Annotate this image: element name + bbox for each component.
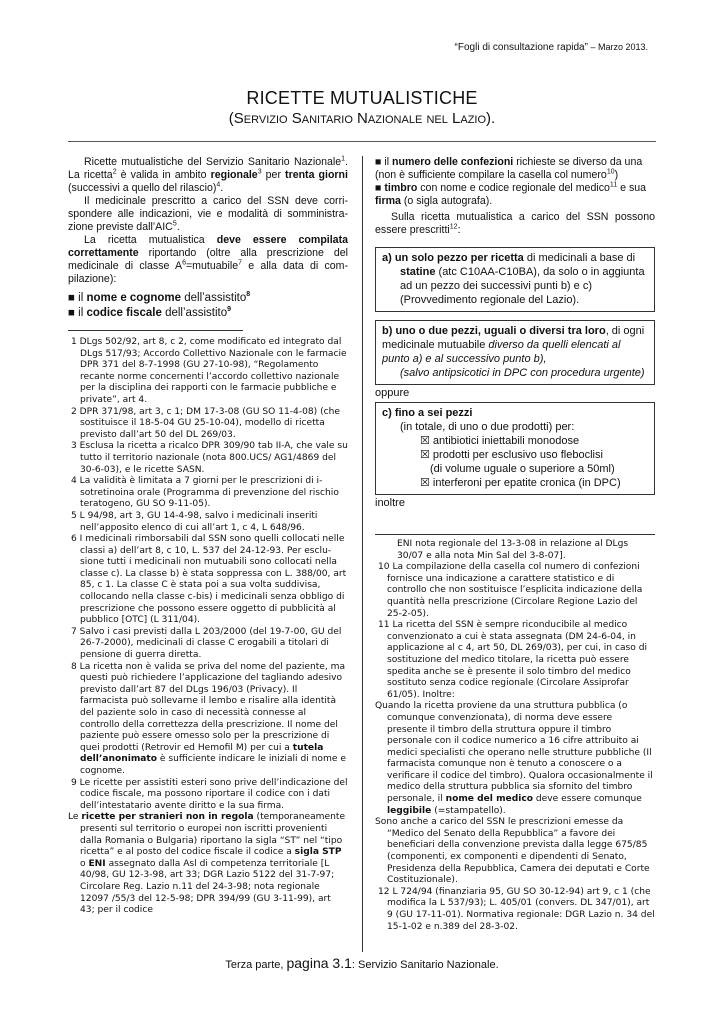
stranieri-note: Le ricette per stranieri non in regola (temporaneamente presenti sul territorio o europei non iscritti provenienti dalla Romania o Bulgaria) riportano la sigla “ST” nel “tipo ricetta” e al posto del codice fiscale il codice a sigla STP o ENI assegnato dalla Asl di competenza territoriale [L 40/98, GU 12-3-98, art 33; DGR Lazio 5122 del 31-7-97; Circolare Reg. Lazio n.11 del 24-3-98; nota regionale 12097 /55/3 del 12-5-98; DPR 394/99 (GU 3-11-99), art 43; per il codice <box>68 812 346 916</box>
footnote-divider-right <box>375 534 655 535</box>
running-header: “Fogli di consultazione rapida” – Marzo 2013. <box>454 42 648 53</box>
compilation-paragraph: La ricetta mutualistica deve essere compilata correttamente riportando (oltre alla prescrizione del medicinale di classe $A^6=mutuabile^7$ e alla data di compilazione): <box>68 234 348 285</box>
bullet-confezioni: ■ il numero delle confezioni richieste se diverso da una (non è sufficiente compilare la casella col numero$^{10}$) <box>375 156 643 181</box>
bullet-timbro: ■ timbro con nome e codice regionale del medico$^{11}$ e sua firma (o sigla autografa). <box>375 181 647 207</box>
bullet-nome: ■ il nome e cognome dell’assistito$^8$ <box>68 291 251 304</box>
footnote-12: 12 L 724/94 (finanziaria 95, GU SO 30-12-94) art 9, c 1 (che modifica la L 537/93); L. 405/01 (convers. DL 347/01), art 9 (GU 17-11-01). Normativa regionale: DGR Lazio n. 34 del 15-1-02 e n.389 del 28-3-02. <box>378 886 655 932</box>
oppure-label: oppure <box>375 387 410 399</box>
footnote-6: 6 I medicinali rimborsabili dal SSN sono quelli collocati nelle classi a) dell’art 8, c 10, L. 537 del 24-12-93. Per esclusione tutti i medicinali non mutuabili sono collocati nella classe c). La classe b) è stata soppressa con L. 388/00, art 85, c 1. La classe C è stata poi a sua volta suddivisa, collocando nella classe c-bis) i medicinali senza obbligo di prescrizione che possono essere oggetto di pubblicità al pubblico [OTC] (L 311/04). <box>71 534 347 626</box>
footnotes-right <box>375 539 655 933</box>
aic-paragraph: Il medicinale prescritto a carico del SSN deve corrispondere alle indicazioni, vie e modalità di somministrazione previste dall’AIC$^5$. <box>68 195 348 233</box>
title-divider <box>68 141 656 142</box>
footnote-3: 3 Esclusa la ricetta a ricalco DPR 309/90 tab II-A, che vale su tutto il territorio nazionale (nota 800.UCS/ AG1/4869 del 30-6-03), e le ricette SASN. <box>71 441 348 475</box>
footnote-9: 9 Le ricette per assistiti esteri sono prive dell’indicazione del codice fiscale, ma possono riportare il codice con i dati dell’intestatario avente diritto e la sua firma. <box>71 777 348 811</box>
checked-box-icon: ☒ <box>420 449 430 461</box>
footnote-2: 2 DPR 371/98, art 3, c 1; DM 17-3-08 (GU SO 11-4-08) (che sostituisce il 18-5-04 GU 25-10-04), modello di ricetta previsto dall’art 50 del DL 269/03. <box>71 406 341 440</box>
bullet-codice-fiscale: ■ il codice fiscale dell’assistito$^9$ <box>68 306 231 319</box>
prescribable-intro: Sulla ricetta mutualistica a carico del SSN possono essere prescritti$^{12}$: <box>375 211 655 236</box>
box-a-statine: a) un solo pezzo per ricetta di medicinali a base di statine (atc C10AA-C10BA), da solo o in aggiunta ad un pezzo dei successivi punti b) e c) (Provvedimento regionale del Lazio). <box>375 247 655 312</box>
square-bullet-icon: ■ <box>375 182 382 194</box>
struttura-pubblica-note: Quando la ricetta proviene da una struttura pubblica (o comunque convenzionata), di norma deve essere presente il timbro della struttura oppure il timbro personale con il codice numerico a 16 cifre attribuito ai medici specialisti che operano nelle strutture pubbliche (Il farmacista comunque non è tenuto a conoscere o a verificare il codice del timbro). Qualora occasionalmente il medico della struttura pubblica sia sfornito del timbro personale, il nome del medico deve essere comunque leggibile (=stampatello). <box>375 701 653 816</box>
footnote-5: 5 L 94/98, art 3, GU 14-4-98, salvo i medicinali inseriti nell’apposito elenco di cui all’art 1, c 4, L 648/96. <box>71 510 318 533</box>
checked-box-icon: ☒ <box>420 435 430 447</box>
footnote-divider <box>68 330 243 331</box>
box-b-uno-due-pezzi: b) uno o due pezzi, uguali o diversi tra loro, di ogni medicinale mutuabile diverso da quelli elencati al punto a) e al successivo punto b), (salvo antipsicotici in DPC con procedura urgente) <box>375 320 655 385</box>
footnotes-left <box>68 337 348 917</box>
footnote-8: 8 La ricetta non è valida se priva del nome del paziente, ma questi può richiedere l’applicazione del tagliando adesivo previsto dall’art 87 del DLgs 196/03 (Privacy). Il farmacista può sollevarne il lembo e risalire alla identità del paziente solo in caso di necessità connesse al controllo della correttezza della prescrizione. Il nome del paziente può essere omesso solo per la prescrizione di quei prodotti (Retrovir ed Hemofil M) per cui a tutela dell’anonimato è sufficiente indicare le iniziali di nome e cognome. <box>71 661 346 776</box>
column-divider <box>362 156 363 952</box>
box-c-sei-pezzi: c) fino a sei pezzi (in totale, di uno o due prodotti) per: ☒ antibiotici iniettabili monodose ☒ prodotti per esclusivo uso fleboclisi (di volume uguale o superiore a 50ml) ☒ interferoni per epatite cronica (in DPC) <box>375 402 655 495</box>
footnote-10: 10 La compilazione della casella col numero di confezioni fornisce una indicazione a carattere statistico e di controllo che non sostituisce l’esplicita indicazione della quantità nella prescrizione (Circolare Regione Lazio del 25-2-05). <box>378 562 643 619</box>
inoltre-label: inoltre <box>375 497 405 509</box>
left-column <box>68 156 348 917</box>
footnote-4: 4 La validità è limitata a 7 giorni per le prescrizioni di isotretinoina orale (Programma di prevenzione del rischio teratogeno, GU SO 9-11-05). <box>71 476 339 510</box>
square-bullet-icon: ■ <box>68 307 75 319</box>
intro-paragraph: Ricette mutualistiche del Servizio Sanitario Nazionale$^1$. La ricetta$^2$ è valida in ambito regionale$^3$ per trenta giorni (successivi a quello del rilascio)$^4$. <box>68 155 348 194</box>
footnote-1: 1 DLgs 502/92, art 8, c 2, come modificato ed integrato dal DLgs 517/93; Accordo Collettivo Nazionale con le farmacie DPR 371 del 8-7-1998 (GU 27-10-98), “Regolamento recante norme concernenti l’accordo collettivo nazionale per la disciplina dei rapporti con le farmacie pubbliche e private”, art 4. <box>71 337 347 405</box>
page-title: RICETTE MUTUALISTICHE <box>246 88 478 108</box>
footnote-7: 7 Salvo i casi previsti dalla L 203/2000 (del 19-7-00, GU del 26-7-2000), medicinali di classe C erogabili a titolari di pensione di guerra diretta. <box>71 626 342 661</box>
right-column <box>375 156 655 933</box>
square-bullet-icon: ■ <box>375 156 382 168</box>
senato-note: Sono anche a carico del SSN le prescrizioni emesse da “Medico del Senato della Repubblica” a favore dei beneficiari della convenzione prevista dalla legge 675/85 (componenti, ex componenti e dipendenti di Senato, Presidenza della Repubblica, Camera dei deputati e Corte Costituzionale). <box>375 817 650 886</box>
footnote-eni-continued: ENI nota regionale del 13-3-08 in relazione al DLgs 30/07 e alla nota Min Sal del 3-8-07]. <box>397 539 629 561</box>
page-subtitle: (Servizio Sanitario Nazionale nel Lazio). <box>228 110 496 127</box>
page-footer: Terza parte, pagina 3.1: Servizio Sanitario Nazionale. <box>225 955 499 971</box>
square-bullet-icon: ■ <box>68 292 75 304</box>
footnote-11: 11 La ricetta del SSN è sempre riconducibile al medico convenzionato a cui è stata assegnata (DM 24-6-04, in applicazione al c 4, art 50, DL 269/03), per cui, in caso di sostituzione del medico titolare, la ricetta può essere spedita anche se è presente il solo timbro del medico sostituto senza codice regionale (Circolare Assiprofar 61/05). Inoltre: <box>378 620 648 700</box>
checked-box-icon: ☒ <box>420 477 430 489</box>
